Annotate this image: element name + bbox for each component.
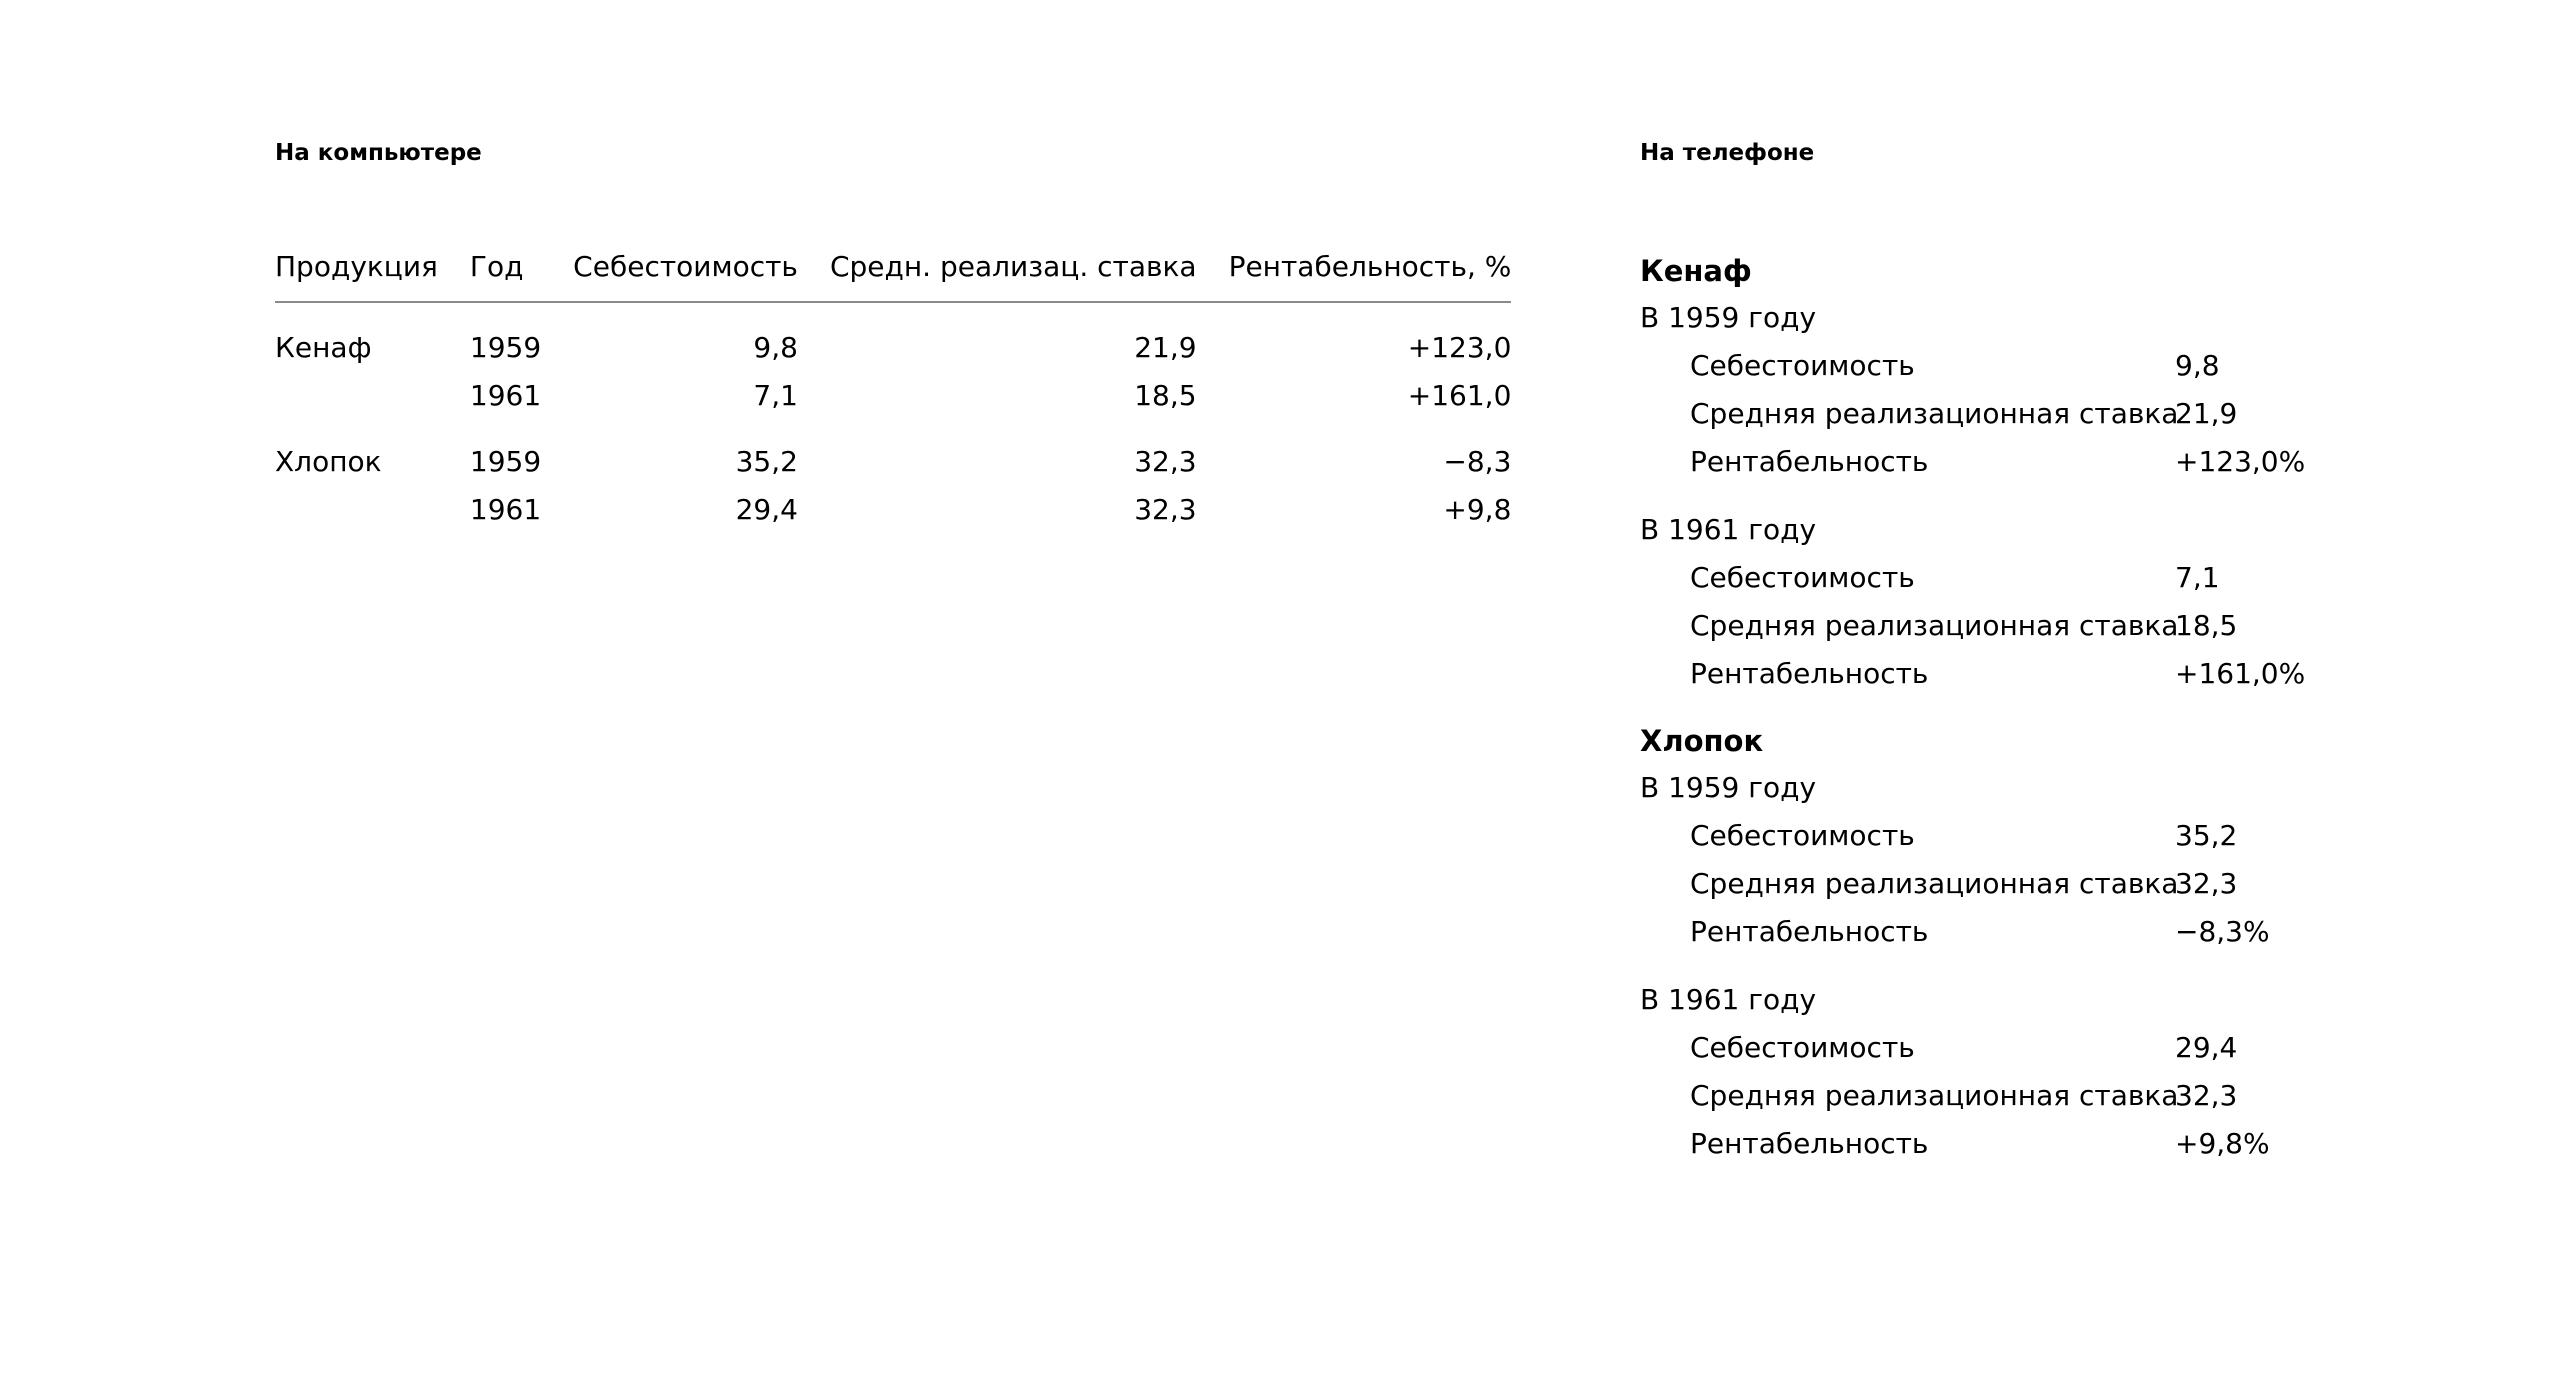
- cell-year: 1961: [469, 492, 542, 526]
- cell-year: 1959: [469, 330, 542, 364]
- metric-value: +9,8%: [2175, 1127, 2270, 1160]
- cell-product: [275, 371, 470, 419]
- metric-label: Средняя реализационная ставка: [1690, 609, 2179, 642]
- metric-row: [1640, 390, 2400, 438]
- metric-value: 9,8: [2175, 349, 2220, 382]
- year-label: В 1961 году: [1640, 513, 1817, 546]
- year-label: В 1959 году: [1640, 771, 1817, 804]
- year-block: [1640, 506, 2400, 698]
- table-header-row: [275, 250, 1511, 302]
- cell-profitability: −8,3: [1443, 444, 1512, 478]
- table-row: [275, 485, 1511, 533]
- metric-row: [1640, 1072, 2400, 1120]
- metric-value: 32,3: [2175, 867, 2238, 900]
- phone-layout: [1640, 248, 2400, 1188]
- year-block: [1640, 764, 2400, 956]
- cell-cost: 29,4: [735, 492, 798, 526]
- column-header-year: Год: [470, 250, 573, 302]
- metric-row: [1640, 860, 2400, 908]
- metric-value: −8,3%: [2175, 915, 2270, 948]
- year-label: В 1959 году: [1640, 301, 1817, 334]
- metric-row: [1640, 650, 2400, 698]
- cell-cost: 9,8: [753, 330, 798, 364]
- metric-row: [1640, 908, 2400, 956]
- column-header-product: Продукция: [275, 250, 470, 302]
- metric-label: Себестоимость: [1690, 561, 1915, 594]
- metric-label: Себестоимость: [1690, 1031, 1915, 1064]
- cell-year: 1959: [469, 444, 542, 478]
- cell-product: Кенаф: [275, 330, 372, 364]
- product-block: [1640, 718, 2400, 1168]
- metric-label: Рентабельность: [1690, 915, 1929, 948]
- metric-row: [1640, 1024, 2400, 1072]
- metric-row: [1640, 812, 2400, 860]
- metric-value: 21,9: [2175, 397, 2238, 430]
- product-block: [1640, 248, 2400, 698]
- desktop-table: [275, 250, 1511, 533]
- cell-product: [275, 485, 470, 533]
- column-header-profitability: Рентабельность, %: [1229, 250, 1512, 302]
- metric-row: [1640, 554, 2400, 602]
- desktop-section-title: На компьютере: [275, 140, 482, 166]
- cell-product: Хлопок: [275, 444, 382, 478]
- metric-label: Рентабельность: [1690, 1127, 1929, 1160]
- column-header-cost: Себестоимость: [573, 250, 830, 302]
- year-block: [1640, 976, 2400, 1168]
- cell-rate: 18,5: [1134, 378, 1197, 412]
- cell-cost: 7,1: [753, 378, 798, 412]
- cell-rate: 21,9: [1134, 330, 1197, 364]
- metric-value: 7,1: [2175, 561, 2220, 594]
- metric-row: [1640, 602, 2400, 650]
- metric-value: 29,4: [2175, 1031, 2238, 1064]
- metric-label: Себестоимость: [1690, 349, 1915, 382]
- metric-value: 35,2: [2175, 819, 2238, 852]
- metric-label: Себестоимость: [1690, 819, 1915, 852]
- column-header-rate: Средн. реализац. ставка: [830, 250, 1229, 302]
- cell-year: 1961: [469, 378, 542, 412]
- cell-rate: 32,3: [1134, 444, 1197, 478]
- metric-label: Рентабельность: [1690, 657, 1929, 690]
- product-name: Кенаф: [1640, 254, 1752, 288]
- metric-value: +123,0%: [2175, 445, 2306, 478]
- year-block: [1640, 294, 2400, 486]
- metric-row: [1640, 438, 2400, 486]
- table-row: [275, 419, 1511, 485]
- metric-label: Рентабельность: [1690, 445, 1929, 478]
- metric-value: 18,5: [2175, 609, 2238, 642]
- year-label: В 1961 году: [1640, 983, 1817, 1016]
- metric-label: Средняя реализационная ставка: [1690, 1079, 2179, 1112]
- metric-value: +161,0%: [2175, 657, 2306, 690]
- table-row: [275, 371, 1511, 419]
- metric-row: [1640, 1120, 2400, 1168]
- phone-section-title: На телефоне: [1640, 140, 1815, 166]
- cell-profitability: +123,0: [1407, 330, 1512, 364]
- table-row: [275, 302, 1511, 371]
- metric-label: Средняя реализационная ставка: [1690, 867, 2179, 900]
- cell-profitability: +9,8: [1443, 492, 1512, 526]
- metric-row: [1640, 342, 2400, 390]
- cell-cost: 35,2: [735, 444, 798, 478]
- cell-profitability: +161,0: [1407, 378, 1512, 412]
- product-name: Хлопок: [1640, 724, 1764, 758]
- metric-value: 32,3: [2175, 1079, 2238, 1112]
- metric-label: Средняя реализационная ставка: [1690, 397, 2179, 430]
- cell-rate: 32,3: [1134, 492, 1197, 526]
